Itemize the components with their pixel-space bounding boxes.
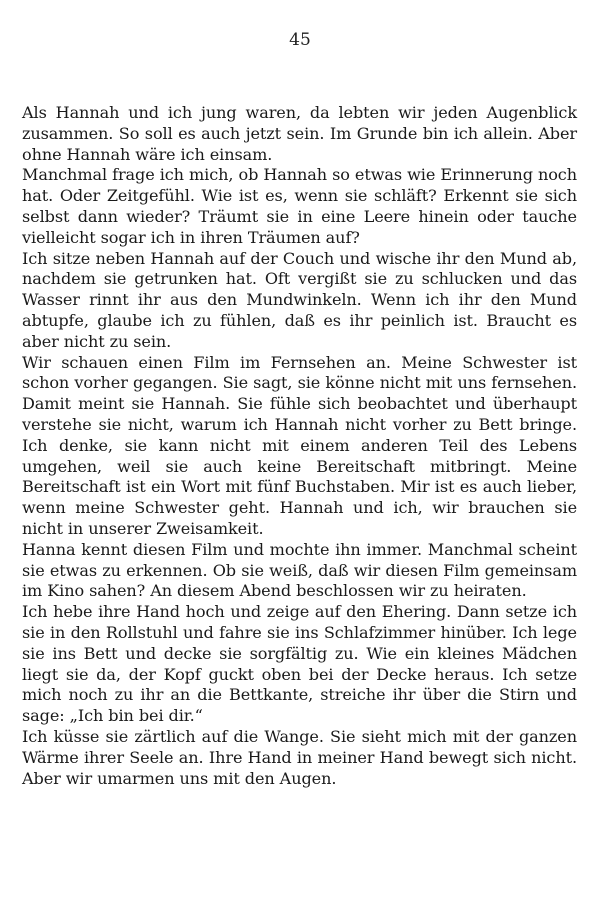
page-number: 45 xyxy=(289,30,311,50)
paragraph-3: Ich sitze neben Hannah auf der Couch und wische ihr den Mund ab, nachdem sie getrunken hat. Oft vergißt sie zu schlucken und das Wasser rinnt ihr aus den Mundwinkeln. Wenn ich ihr den Mund abtupfe, glaube ich zu fühlen, daß es ihr peinlich ist. Braucht es aber nicht zu sein. xyxy=(22,248,577,351)
body-text xyxy=(22,103,577,789)
paragraph-4: Wir schauen einen Film im Fernsehen an. Meine Schwester ist schon vorher gegangen. Sie sagt, sie könne nicht mit uns fernsehen. Damit meint sie Hannah. Sie fühle sich beobachtet und überhaupt verstehe sie nicht, warum ich Hannah nicht vorher zu Bett bringe. Ich denke, sie kann nicht mit einem anderen Teil des Lebens umgehen, weil sie auch keine Bereitschaft mitbringt. Meine Bereitschaft ist ein Wort mit fünf Buchstaben. Mir ist es auch lieber, wenn meine Schwester geht. Hannah und ich, wir brauchen sie nicht in unserer Zweisamkeit. xyxy=(22,352,577,538)
paragraph-2: Manchmal frage ich mich, ob Hannah so etwas wie Erinnerung noch hat. Oder Zeitgefühl. Wie ist es, wenn sie schläft? Erkennt sie sich selbst dann wieder? Träumt sie in eine Leere hinein oder tauche vielleicht sogar ich in ihren Träumen auf? xyxy=(22,165,577,247)
paragraph-5: Hanna kennt diesen Film und mochte ihn immer. Manchmal scheint sie etwas zu erkennen. Ob sie weiß, daß wir diesen Film gemeinsam im Kino sahen? An diesem Abend beschlossen wir zu heiraten. xyxy=(22,539,577,601)
paragraph-6: Ich hebe ihre Hand hoch und zeige auf den Ehering. Dann setze ich sie in den Rollstuhl und fahre sie ins Schlafzimmer hinüber. Ich lege sie ins Bett und decke sie sorgfältig zu. Wie ein kleines Mädchen liegt sie da, der Kopf guckt oben bei der Decke heraus. Ich setze mich noch zu ihr an die Bettkante, streiche ihr über die Stirn und sage: „Ich bin bei dir.“ xyxy=(22,602,577,726)
paragraph-1: Als Hannah und ich jung waren, da lebten wir jeden Augenblick zusammen. So soll es auch jetzt sein. Im Grunde bin ich allein. Aber ohne Hannah wäre ich einsam. xyxy=(22,103,577,164)
paragraph-7: Ich küsse sie zärtlich auf die Wange. Sie sieht mich mit der ganzen Wärme ihrer Seele an. Ihre Hand in meiner Hand bewegt sich nicht. Aber wir umarmen uns mit den Augen. xyxy=(22,726,577,788)
